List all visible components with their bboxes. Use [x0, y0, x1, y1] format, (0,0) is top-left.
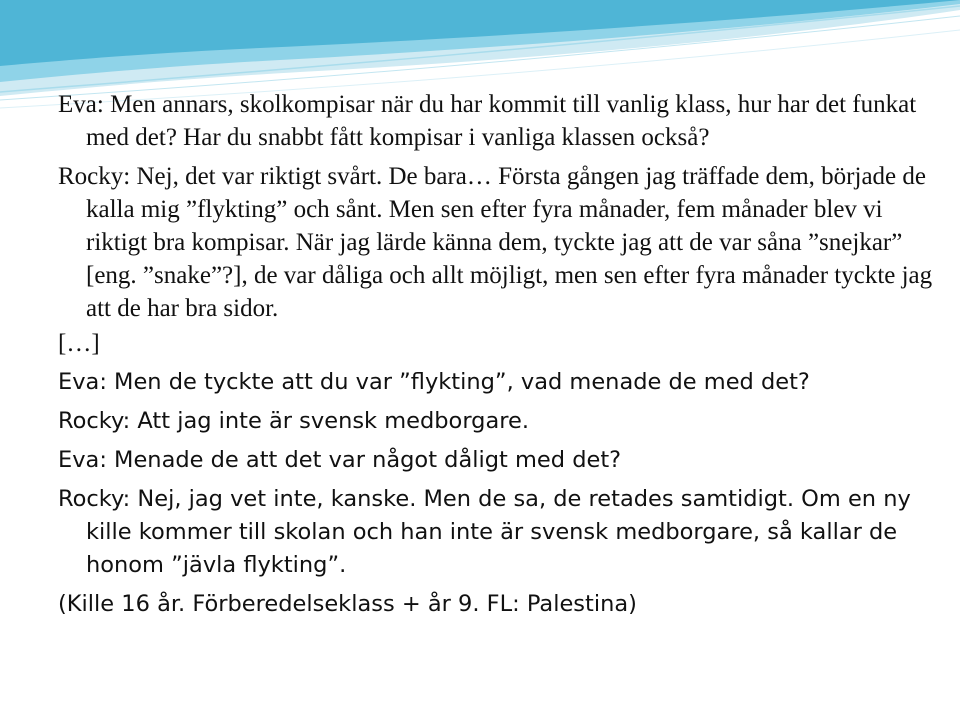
paragraph-rocky-answer-2: Rocky: Att jag inte är svensk medborgare. [58, 408, 529, 434]
paragraph-rocky-answer-1-text: Rocky: Nej, det var riktigt svårt. De bara… Första gången jag träffade dem, började de kalla mig ”flykting” och sånt. Men sen efter fyra månader, fem månader blev vi riktigt bra kompisar. När jag lärde känna dem, tyckte jag att de var såna ”snejkar” [eng. ”snake”?], de var dåliga och allt möjligt, men sen efter fyra månader tyckte jag att de har bra sidor. [58, 163, 933, 322]
paragraph-rocky-answer-1 [58, 160, 938, 325]
transcript-text-body [58, 88, 938, 625]
paragraph-ellipsis: […] [58, 330, 100, 357]
paragraph-informant-info: (Kille 16 år. Förberedelseklass + år 9. FL: Palestina) [58, 591, 637, 617]
paragraph-eva-question-3: Eva: Menade de att det var något dåligt med det? [58, 447, 622, 473]
paragraph-rocky-answer-3: Rocky: Nej, jag vet inte, kanske. Men de sa, de retades samtidigt. Om en ny kille kommer till skolan och han inte är svensk medborgare, så kallar de honom ”jävla flykting”. [58, 486, 911, 578]
paragraph-eva-question-1: Eva: Men annars, skolkompisar när du har kommit till vanlig klass, hur har det funkat med det? Har du snabbt fått kompisar i vanliga klassen också? [58, 91, 917, 151]
paragraph-eva-question-2: Eva: Men de tyckte att du var ”flykting”, vad menade de med det? [58, 369, 810, 395]
